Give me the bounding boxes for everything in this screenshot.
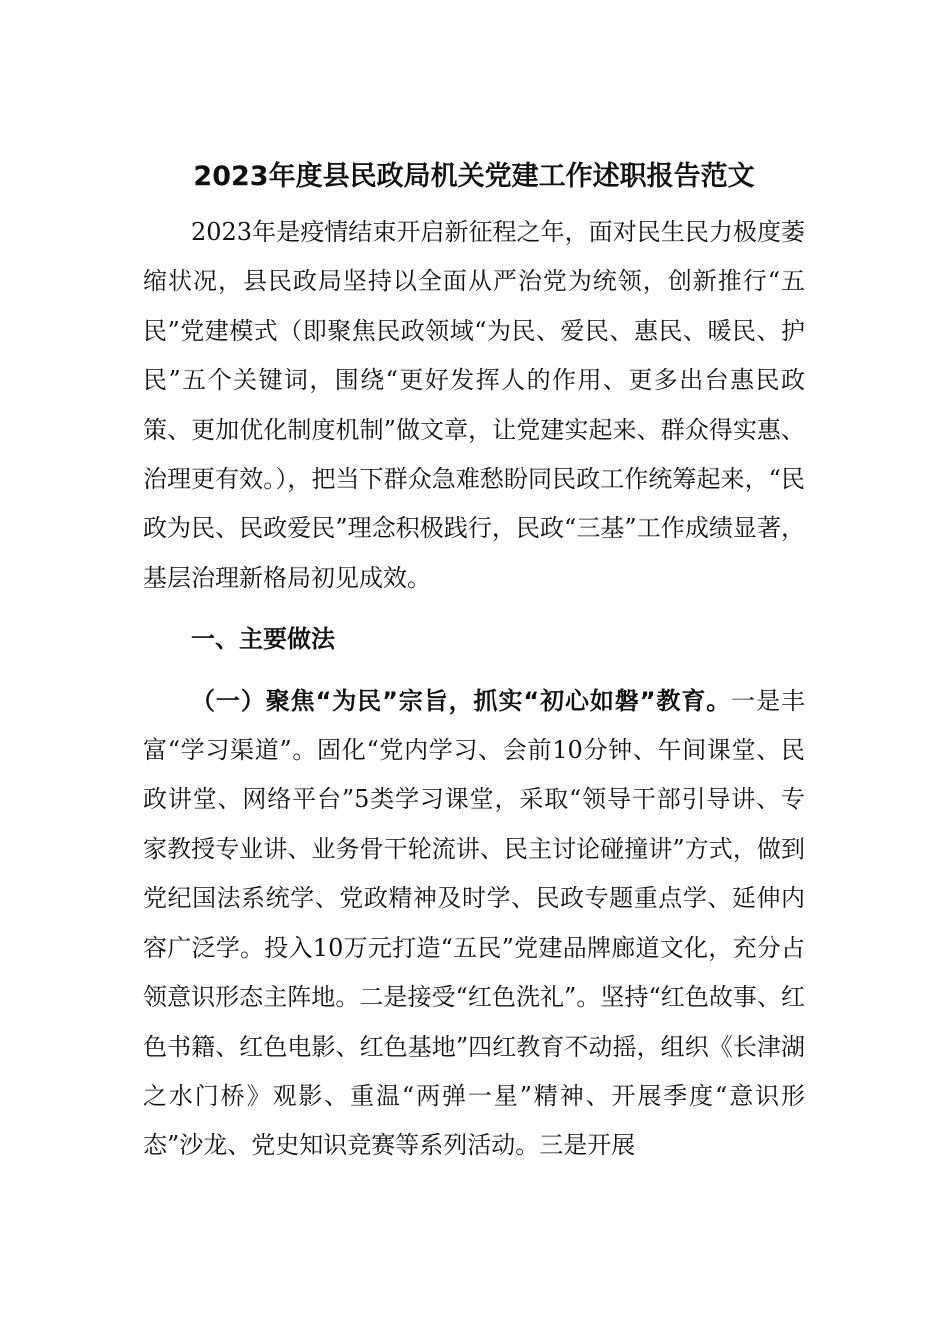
document-title: 2023年度县民政局机关党建工作述职报告范文	[193, 161, 755, 192]
section-heading: 一、主要做法	[191, 625, 335, 654]
section-paragraph	[143, 677, 805, 1171]
intro-paragraph: 2023年是疫情结束开启新征程之年，面对民生民力极度萎缩状况，县民政局坚持以全面从严治党为统领，创新推行“五民”党建模式（即聚焦民政领域“为民、爱民、惠民、暖民、护民”五个关键词，围绕“更好发挥人的作用、更多出台惠民政策、更加优化制度机制”做文章，让党建实起来、群众得实惠、治理更有效。），把当下群众急难愁盼同民政工作统筹起来，“民政为民、民政爱民”理念积极践行，民政“三基”工作成绩显著，基层治理新格局初见成效。	[143, 218, 805, 592]
paragraph-body: 一是丰富“学习渠道”。固化“党内学习、会前10分钟、午间课堂、民政讲堂、网络平台”5类学习课堂，采取“领导干部引导讲、专家教授专业讲、业务骨干轮流讲、民主讨论碰撞讲”方式，做到党纪国法系统学、党政精神及时学、民政专题重点学、延伸内容广泛学。投入10万元打造“五民”党建品牌廊道文化，充分占领意识形态主阵地。二是接受“红色洗礼”。坚持“红色故事、红色书籍、红色电影、红色基地”四红教育不动摇，组织《长津湖之水门桥》观影、重温“两弹一星”精神、开展季度“意识形态”沙龙、党史知识竞赛等系列活动。三是开展	[143, 686, 806, 1160]
document-page	[143, 150, 805, 1171]
paragraph-lead: （一）聚焦“为民”宗旨，抓实“初心如磐”教育。	[191, 686, 732, 715]
